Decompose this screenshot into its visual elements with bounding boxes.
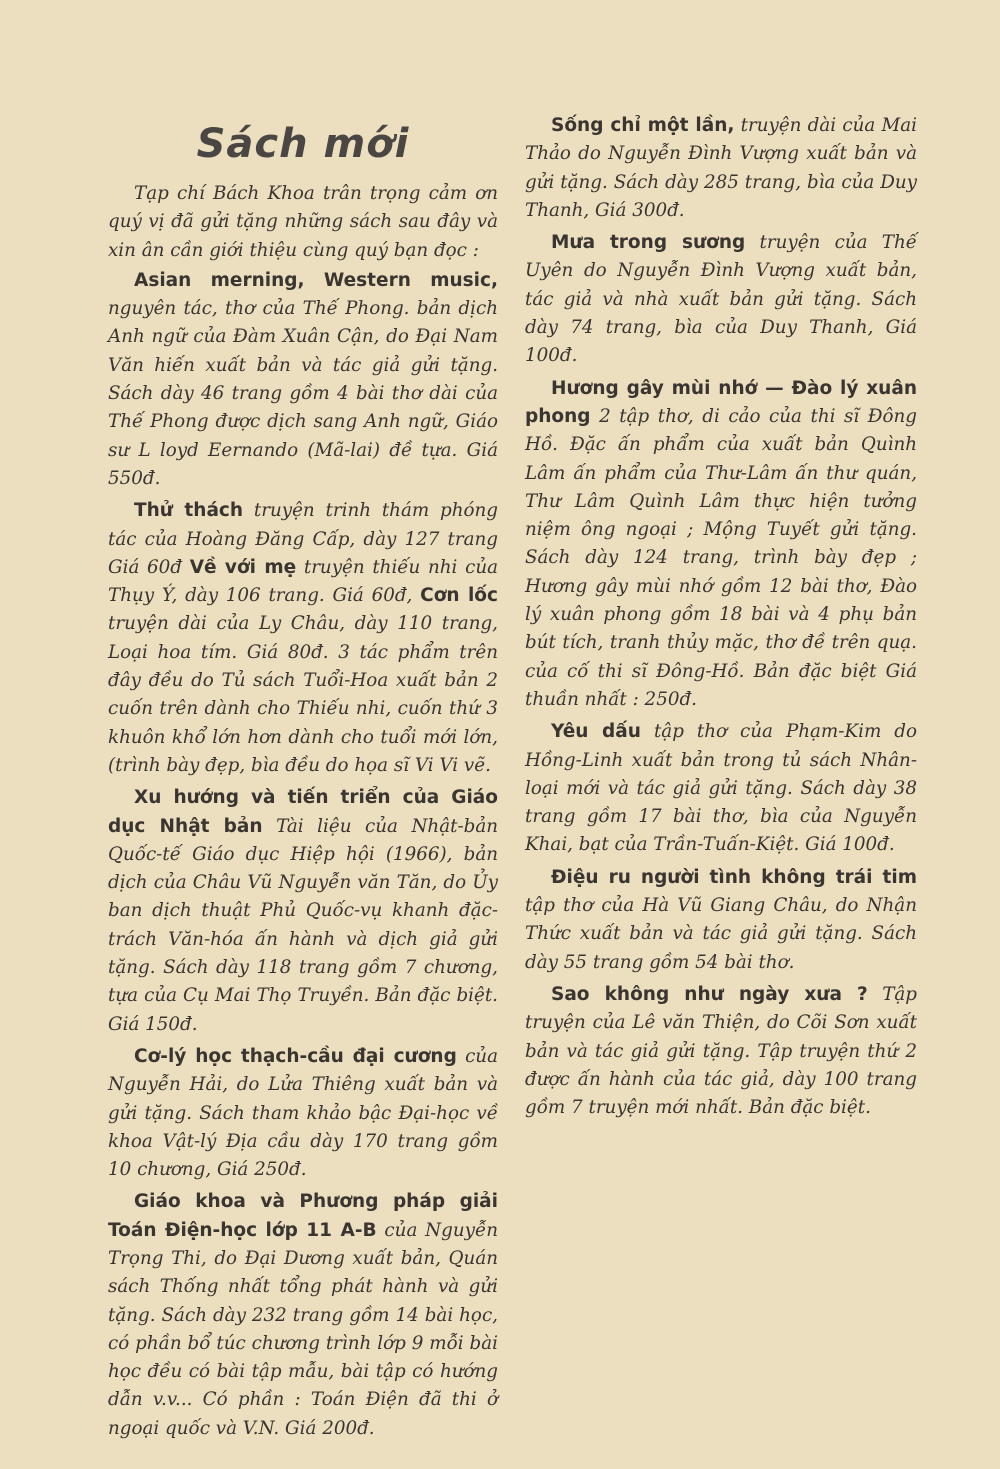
book-description: truyện trinh thám phóng tác của Hoàng Đăng Cấp, dày 127 trang Giá 60đ <box>108 500 498 578</box>
book-title: Cơ-lý học thạch-cầu đại cương <box>134 1045 457 1067</box>
book-entry <box>108 1188 498 1443</box>
page-title: Sách mới <box>196 121 410 167</box>
book-description: của Nguyễn Trọng Thi, do Đại Dương xuất bản, Quán sách Thống nhất tổng phát hành và gửi tặng. Sách dày 232 trang gồm 14 bài học, có phần bổ túc chương trình lớp 9 mỗi bài học đều có bài tập mẫu, bài tập có hướng dẫn v.v... Có phần : Toán Điện đã thi ở ngoại quốc và V.N. Giá 200đ. <box>108 1219 498 1439</box>
book-entry <box>525 981 917 1122</box>
book-entry <box>525 112 917 225</box>
left-column <box>108 112 498 1447</box>
book-entry <box>525 864 917 977</box>
book-title: Hương gây mùi nhớ — Đào lý xuân phong <box>525 377 917 427</box>
right-column <box>525 112 917 1126</box>
book-title: Thử thách <box>134 500 244 522</box>
book-description: tập thơ của Phạm-Kim do Hồng-Linh xuất bản trong tủ sách Nhân-loại mới và tác giả gửi tặng. Sách dày 38 trang gồm 17 bài thơ, bìa của Nguyễn Khai, bạt của Trần-Tuấn-Kiệt. Giá 100đ. <box>525 721 917 856</box>
book-entry <box>108 497 498 780</box>
intro-paragraph: Tạp chí Bách Khoa trân trọng cảm ơn quý vị đã gửi tặng những sách sau đây và xin ân cần giới thiệu cùng quý bạn đọc : <box>108 183 498 261</box>
book-title: Điệu ru người tình không trái tim <box>551 866 917 888</box>
book-entry <box>525 375 917 715</box>
book-title: Sao không như ngày xưa ? <box>551 983 868 1005</box>
book-description: truyện của Thế Uyên do Nguyễn Đình Vượng xuất bản, tác giả và nhà xuất bản gửi tặng. Sách dày 74 trang, bìa của Duy Thanh, Giá 100đ. <box>525 232 917 367</box>
book-title: Về với mẹ <box>189 556 297 578</box>
book-description: truyện thiếu nhi của Thụy Ý, dày 106 trang. Giá 60đ, <box>108 556 498 607</box>
book-description: nguyên tác, thơ của Thế Phong. bản dịch Anh ngữ của Đàm Xuân Cận, do Đại Nam Văn hiến xuất bản và tác giả gửi tặng. Sách dày 46 trang gồm 4 bài thơ dài của Thế Phong được dịch sang Anh ngữ, Giáo sư L loyd Eernando (Mã-lai) đề tựa. Giá 550đ. <box>108 298 498 489</box>
book-description: Tài liệu của Nhật-bản Quốc-tế Giáo dục Hiệp hội (1966), bản dịch của Châu Vũ Nguyễn văn Tăn, do Ủy ban dịch thuật Phủ Quốc-vụ khanh đặc-trách Văn-hóa ấn hành và dịch giả gửi tặng. Sách dày 118 trang gồm 7 chương, tựa của Cụ Mai Thọ Truyền. Bản đặc biệt. Giá 150đ. <box>108 815 499 1035</box>
book-title: Giáo khoa và Phương pháp giải Toán Điện-học lớp 11 A-B <box>108 1191 498 1241</box>
book-entry <box>525 229 917 370</box>
book-title: Asian merning, Western music, <box>134 269 498 291</box>
book-entry <box>108 784 498 1039</box>
book-description: của Nguyễn Hải, do Lửa Thiêng xuất bản và gửi tặng. Sách tham khảo bậc Đại-học về khoa Vật-lý Địa cầu dày 170 trang gồm 10 chương, Giá 250đ. <box>108 1045 498 1181</box>
book-title: Cơn lốc <box>420 585 498 607</box>
book-entry <box>108 1043 498 1184</box>
book-entry <box>525 718 917 859</box>
book-title: Xu hướng và tiến triển của Giáo dục Nhật bản <box>108 787 498 837</box>
book-entry <box>108 267 498 493</box>
book-description: Tập truyện của Lê văn Thiện, do Cõi Sơn xuất bản và tác giả gửi tặng. Tập truyện thứ 2 được ấn hành của tác giả, dày 100 trang gồm 7 truyện mới nhất. Bản đặc biệt. <box>525 983 917 1119</box>
book-description: truyện dài của Ly Châu, dày 110 trang, Loại hoa tím. Giá 80đ. 3 tác phẩm trên đây đều do Tủ sách Tuổi-Hoa xuất bản 2 cuốn trên dành cho Thiếu nhi, cuốn thứ 3 khuôn khổ lớn hơn dành cho tuổi mới lớn, (trình bày đẹp, bìa đều do họa sĩ Vi Vi vẽ. <box>108 613 498 776</box>
book-title: Yêu dấu <box>551 721 641 743</box>
book-description: tập thơ của Hà Vũ Giang Châu, do Nhận Thức xuất bản và tác giả gửi tặng. Sách dày 55 trang gồm 54 bài thơ. <box>525 895 917 973</box>
book-description: 2 tập thơ, di cảo của thi sĩ Đông Hồ. Đặc ấn phẩm của xuất bản Quình Lâm ấn phẩm của Thư-Lâm ấn thư quán, Thư Lâm Quình Lâm thực hiện tưởng niệm ông ngoại ; Mộng Tuyết gửi tặng. Sách dày 124 trang, trình bày đẹp ; Hương gây mùi nhớ gồm 12 bài thơ, Đào lý xuân phong gồm 18 bài và 4 phụ bản bút tích, tranh thủy mặc, thơ đề trên quạ. của cố thi sĩ Đông-Hồ. Bản đặc biệt Giá thuần nhất : 250đ. <box>525 405 917 710</box>
book-title: Mưa trong sương <box>551 232 746 254</box>
book-title: Sống chỉ một lần, <box>551 115 735 136</box>
book-description: truyện dài của Mai Thảo do Nguyễn Đình Vượng xuất bản và gửi tặng. Sách dày 285 trang, bìa của Duy Thanh, Giá 300đ. <box>525 115 917 221</box>
